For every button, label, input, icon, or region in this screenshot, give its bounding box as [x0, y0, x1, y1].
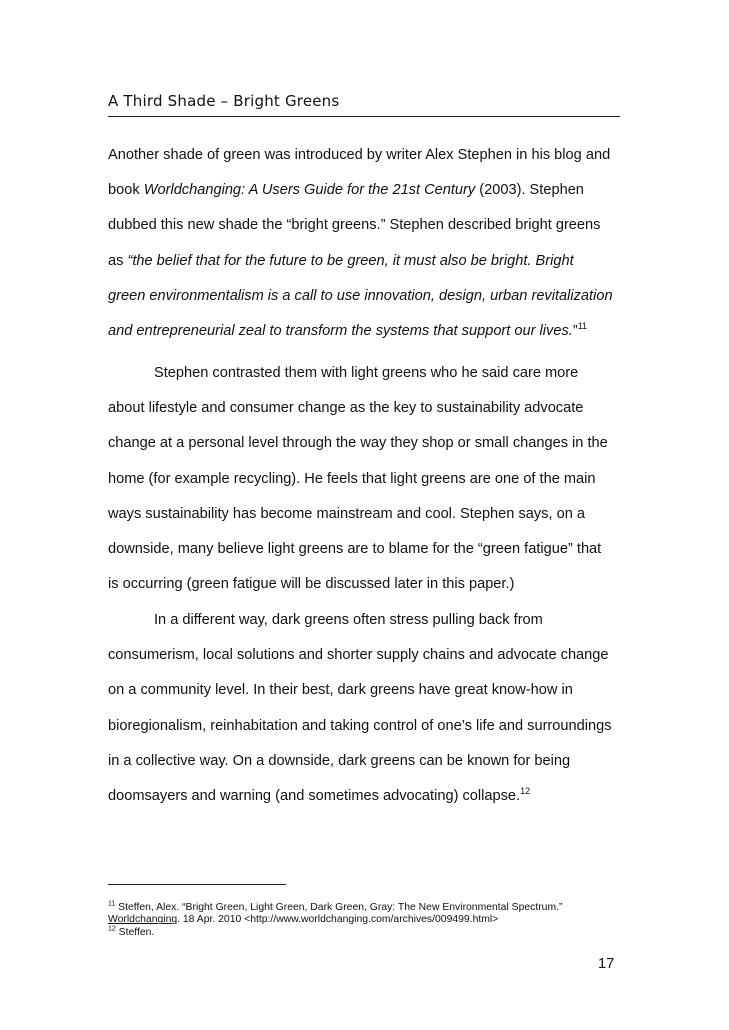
footnote-separator — [108, 884, 286, 885]
p2-line-3: change at a personal level through the way they shop or small changes in the — [108, 435, 608, 452]
p2-line-2: about lifestyle and consumer change as the key to sustainability advocate — [108, 400, 584, 417]
p1-line-1: Another shade of green was introduced by writer Alex Stephen in his blog and — [108, 147, 611, 163]
section-heading: A Third Shade – Bright Greens — [108, 92, 340, 110]
heading-rule — [108, 116, 620, 117]
footnote-ref-12[interactable]: 12 — [520, 786, 531, 797]
p3-line-5: in a collective way. On a downside, dark greens can be known for being — [108, 752, 571, 769]
p3-line-1: In a different way, dark greens often stress pulling back from — [154, 612, 543, 628]
p1-line-2 — [108, 173, 628, 208]
paragraph-2 — [108, 356, 628, 602]
page-number: 17 — [598, 956, 615, 972]
footnotes — [108, 902, 628, 939]
p1-line-5 — [108, 279, 628, 314]
p3-line-2: consumerism, local solutions and shorter supply chains and advocate change — [108, 647, 609, 664]
quote-start: “the belief that for the future to be green, it must also be bright. Bright — [127, 252, 574, 269]
p1-line-2-post: (2003). Stephen — [475, 182, 584, 199]
quote-end: and entrepreneurial zeal to transform the systems that support our lives. — [108, 323, 573, 340]
closing-quote: ” — [572, 323, 578, 340]
footnote-11-line-1 — [108, 902, 628, 914]
p2-line-5: ways sustainability has become mainstream and cool. Stephen says, on a — [108, 505, 585, 522]
p2-line-6: downside, many believe light greens are to blame for the “green fatigue” that — [108, 541, 602, 558]
p1-line-4-pre: as — [108, 252, 128, 269]
p1-line-2-pre: book — [108, 182, 144, 199]
p3-line-4: bioregionalism, reinhabitation and taking control of one’s life and surroundings — [108, 717, 612, 734]
p2-line-1: Stephen contrasted them with light greens who he said care more — [154, 365, 579, 381]
footnote-11-number: 11 — [108, 900, 116, 908]
paragraph-1 — [108, 138, 628, 349]
footnote-11-line-2 — [108, 914, 628, 926]
p1-line-6 — [108, 314, 628, 349]
footnote-11-date-url: . 18 Apr. 2010 <http://www.worldchanging.com/archives/009499.html> — [177, 914, 499, 926]
p2-line-7: is occurring (green fatigue will be discussed later in this paper.) — [108, 576, 515, 593]
p1-line-4 — [108, 244, 628, 279]
footnote-ref-11[interactable]: 11 — [577, 321, 588, 332]
p2-line-4: home (for example recycling). He feels that light greens are one of the main — [108, 470, 596, 487]
footnote-11-source: Worldchanging — [108, 914, 178, 926]
footnote-12-text: Steffen. — [115, 926, 155, 938]
paragraph-3 — [108, 603, 628, 814]
footnote-11-text: Steffen, Alex. “Bright Green, Light Green, Dark Green, Gray: The New Environmental Spectrum.” — [115, 902, 563, 913]
book-title: Worldchanging: A Users Guide for the 21st Century — [143, 182, 476, 199]
quote-middle: green environmentalism is a call to use innovation, design, urban revitalization — [108, 287, 613, 304]
footnote-12-number: 12 — [108, 925, 116, 933]
p1-line-3: dubbed this new shade the “bright greens.” Stephen described bright greens — [108, 217, 601, 234]
p3-line-6-text: doomsayers and warning (and sometimes advocating) collapse. — [108, 788, 521, 805]
p3-line-6 — [108, 779, 628, 814]
footnote-12-line — [108, 927, 628, 939]
p3-line-3: on a community level. In their best, dark greens have great know-how in — [108, 682, 573, 699]
